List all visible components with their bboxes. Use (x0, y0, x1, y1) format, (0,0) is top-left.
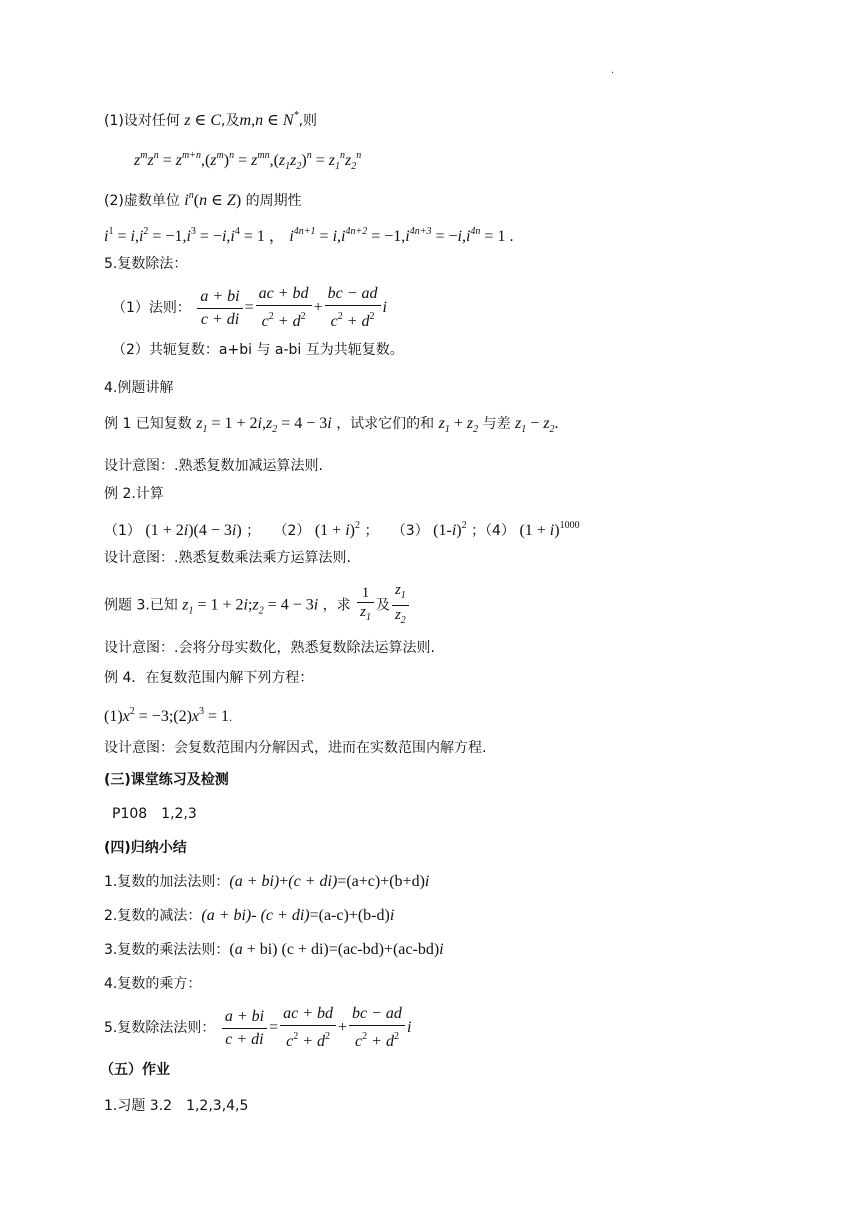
summary-power: 4.复数的乘方： (104, 976, 202, 992)
example-3: 例题 3.已知 $z_1 = 1$ + $2i;z_2 = 4 - 3i$ ，求 $\frac{1}{z_1}$ 及 $\frac{z_1}{z_2}$ (104, 582, 411, 629)
example-1: 例 1 已知复数 $z_1 = 1 + 2i,z_2 = 4 - 3i$ ，试求它们的和 $z_1 + z_2$ 与差 $z_1 - z_2$. (104, 415, 559, 435)
formula-imaginary-powers: $i^1 = i,i^2 = -1,i^3 = -i,i^4 = 1$ ， $i^{4n+1} = i,i^{4n+2} = -1,i^{4n+3} = -i,i^{4n} = 1$ . (104, 226, 514, 245)
corner-mark: · (611, 68, 615, 79)
design-intent-4: 设计意图：会复数范围内分解因式，进而在实数范围内解方程. (104, 740, 487, 756)
summary-addition: 1.复数的加法法则：(a + bi)+(c + di)=(a+c)+(b+d)i (104, 873, 430, 890)
text-line-imaginary-period: (2)虚数单位 $i^n(n$ ∈ Z) 的周期性 (104, 190, 302, 209)
section-examples: 4.例题讲解 (104, 380, 174, 396)
summary-multiplication: 3.复数的乘法法则：(a + bi) (c + di)=(ac-bd)+(ac-bd)i (104, 941, 444, 958)
summary-division: 5.复数除法法则： $\frac{a + bi}{c + di}$ = $\frac{ac + bd}{c^2 + d^2}$ + $\frac{bc - ad}{c^2 + d^2}$ i (104, 1005, 412, 1050)
example-4-equations: $(1)x^2$ = $-3;(2)x^3 = 1$. (104, 706, 233, 725)
design-intent-1: 设计意图：.熟悉复数加减运算法则. (104, 458, 323, 474)
example-4-title: 例 4．在复数范围内解下列方程： (104, 670, 314, 686)
design-intent-3: 设计意图：.会将分母实数化，熟悉复数除法运算法则. (104, 640, 435, 656)
section-summary: (四)归纳小结 (104, 840, 187, 856)
design-intent-2: 设计意图：.熟悉复数乘法乘方运算法则. (104, 550, 351, 566)
text-line-conjugate: （2）共轭复数：a+bi 与 a-bi 互为共轭复数。 (112, 342, 404, 358)
homework-exercises: 1.习题 3.2 1,2,3,4,5 (104, 1098, 249, 1114)
section-homework: （五）作业 (100, 1062, 170, 1078)
formula-power-rules: $z^mz^n = z^{m+n},(z^m)^n = z^{mn},(z_1z_2)^n = z_1^nz_2^n$ (134, 150, 362, 172)
practice-exercises: P108 1,2,3 (112, 806, 197, 822)
section-practice: (三)课堂练习及检测 (104, 772, 229, 788)
summary-subtraction: 2.复数的减法：(a + bi)- (c + di)=(a-c)+(b-d)i (104, 907, 395, 924)
formula-division-rule: （1）法则： $\frac{a + bi}{c + di}$ = $\frac{ac + bd}{c^2 + d^2}$ + $\frac{bc - ad}{c^2 + d^2}$ i (112, 285, 387, 330)
section-complex-division: 5.复数除法： (104, 256, 188, 272)
example-2-items: （1） (1 + 2i)(4 − 3i) ； （2） $(1 + i)^2$ ； （3） $(1-i)^2$ ；（4） $(1 + i)^{1000}$ (104, 520, 580, 539)
text-line-power-rule-intro: (1)设对任何 z ∈ C,及m,n ∈ N*,则 (104, 110, 318, 129)
example-2-title: 例 2.计算 (104, 486, 164, 502)
